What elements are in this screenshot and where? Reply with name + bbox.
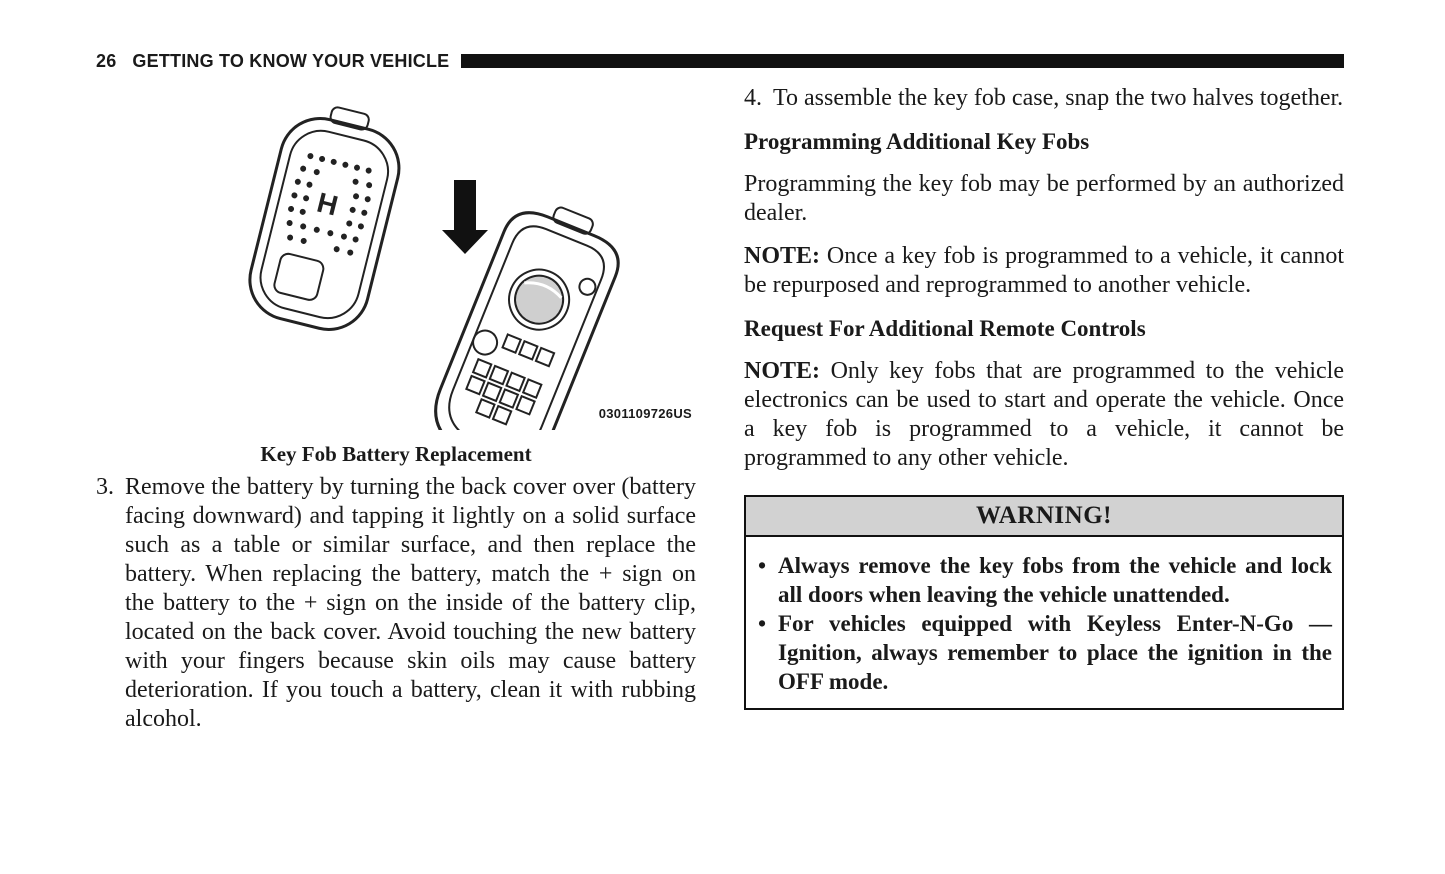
warning-body <box>746 537 1342 708</box>
fob-back-cover <box>241 96 410 338</box>
warning-title: WARNING! <box>746 497 1342 537</box>
step-3 <box>96 473 696 734</box>
header-rule <box>461 54 1344 68</box>
heading-request: Request For Additional Remote Controls <box>744 316 1146 341</box>
warning-item <box>758 609 1332 696</box>
warning-item-text: Always remove the key fobs from the vehicle and lock all doors when leaving the vehicle unattended. <box>778 553 1332 607</box>
left-column <box>96 90 696 734</box>
warning-box <box>744 495 1344 710</box>
note-2-label: NOTE: <box>744 358 821 384</box>
bullet-icon: • <box>758 553 767 578</box>
bullet-icon: • <box>758 611 767 636</box>
key-fob-figure <box>96 90 696 430</box>
step-3-number: 3. <box>96 474 114 500</box>
note-1-label: NOTE: <box>744 243 821 269</box>
page-number: 26 <box>96 50 117 71</box>
right-column <box>744 84 1344 710</box>
section-title: GETTING TO KNOW YOUR VEHICLE <box>132 50 450 71</box>
figure-caption: Key Fob Battery Replacement <box>260 442 532 466</box>
note-2-text: Only key fobs that are programmed to the vehicle electronics can be used to start and operate the vehicle. Once a key fob is programmed to a vehicle, it cannot be programmed to any other vehicle. <box>744 358 1345 471</box>
step-4-number: 4. <box>744 85 762 111</box>
svg-text:H: H <box>313 186 341 222</box>
down-arrow-icon <box>442 180 488 254</box>
fob-front-open <box>422 191 632 430</box>
heading-programming: Programming Additional Key Fobs <box>744 129 1090 154</box>
programming-text: Programming the key fob may be performed by an authorized dealer. <box>744 171 1344 226</box>
page-header <box>96 50 1344 72</box>
step-4 <box>744 84 1344 113</box>
note-1 <box>744 242 1344 300</box>
warning-item <box>758 551 1332 609</box>
step-3-text: Remove the battery by turning the back cover over (battery facing downward) and tapping it lightly on a solid surface such as a table or similar surface, and then replace the battery. When replacing the battery, match the + sign on the battery to the + sign on the inside of the battery clip, located on the back cover. Avoid touching the new battery with your fingers because skin oils may cause battery deterioration. If you touch a battery, clean it with rubbing alcohol. <box>125 474 696 732</box>
key-fob-illustration <box>96 90 696 430</box>
warning-item-text: For vehicles equipped with Keyless Enter-N-Go — Ignition, always remember to place the ignition in the OFF mode. <box>778 611 1332 694</box>
figure-code: 0301109726US <box>598 406 692 421</box>
step-4-text: To assemble the key fob case, snap the two halves together. <box>773 85 1344 111</box>
note-1-text: Once a key fob is programmed to a vehicle, it cannot be repurposed and reprogrammed to another vehicle. <box>744 243 1345 298</box>
note-2 <box>744 357 1344 473</box>
